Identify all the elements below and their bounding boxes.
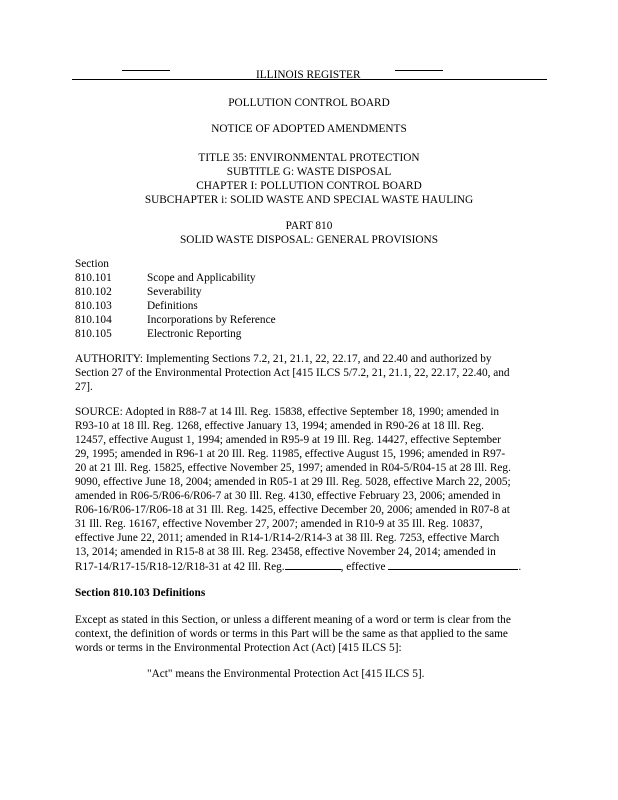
toc-item-title: Severability [147,286,202,298]
source-line: R06-16/R06-17/R06-18 at 31 Ill. Reg. 1425, effective December 20, 2006; amended in R07-8 at [75,504,510,516]
toc-item-number: 810.102 [75,286,112,298]
toc-label: Section [75,258,109,270]
header-page-blank [395,70,443,71]
source-line: 31 Ill. Reg. 16167, effective November 27, 2007; amended in R10-9 at 35 Ill. Reg. 10837, [75,518,483,530]
authority-line: AUTHORITY: Implementing Sections 7.2, 21, 21.1, 22, 22.17, and 22.40 and authorized by [75,353,492,365]
register-page-blank [285,559,341,570]
authority-line: Section 27 of the Environmental Protection Act [415 ILCS 5/7.2, 21, 21.1, 22, 22.17, 22.40, and [75,367,510,379]
source-last-line [75,559,521,574]
header-date-blank [122,70,170,71]
toc-item [75,327,241,341]
source-line: R93-10 at 18 Ill. Reg. 1268, effective January 13, 1994; amended in R90-26 at 18 Ill. Reg. [75,420,484,432]
toc-item-title: Scope and Applicability [147,272,256,284]
toc-item-title: Electronic Reporting [147,328,242,340]
header-rule [72,79,547,80]
section-intro-line: context, the definition of words or terms in this Part will be the same as that applied to the same [75,628,508,640]
part-name: SOLID WASTE DISPOSAL: GENERAL PROVISIONS [180,234,438,246]
source-line: 20 at 21 Ill. Reg. 15825, effective November 25, 1997; amended in R04-5/R04-15 at 28 Ill. Reg. [75,462,511,474]
title-heading: TITLE 35: ENVIRONMENTAL PROTECTION [198,152,420,164]
source-last-mid: , effective [340,561,386,573]
register-title: ILLINOIS REGISTER [256,69,361,81]
toc-item-title: Definitions [147,300,198,312]
section-intro-line: words or terms in the Environmental Protection Act (Act) [415 ILCS 5]: [75,642,402,654]
effective-date-blank [388,559,518,570]
authority-line: 27]. [75,381,93,393]
toc-item-title: Incorporations by Reference [147,314,276,326]
section-heading: Section 810.103 Definitions [75,587,206,599]
source-line: SOURCE: Adopted in R88-7 at 14 Ill. Reg. 15838, effective September 18, 1990; amended in [75,406,499,418]
source-line: 12457, effective August 1, 1994; amended in R95-9 at 19 Ill. Reg. 14427, effective September [75,434,501,446]
source-last-end: . [518,561,522,573]
agency-name: POLLUTION CONTROL BOARD [228,97,390,109]
toc-item-number: 810.105 [75,328,112,340]
part-number: PART 810 [285,220,333,232]
section-intro-line: Except as stated in this Section, or unless a different meaning of a word or term is clear from the [75,614,511,626]
source-line: 9090, effective June 18, 2004; amended in R05-1 at 29 Ill. Reg. 5028, effective March 22, 2005; [75,476,511,488]
source-line: amended in R06-5/R06-6/R06-7 at 30 Ill. Reg. 4130, effective February 23, 2006; amended in [75,490,501,502]
toc-item-number: 810.104 [75,314,112,326]
toc-item-number: 810.103 [75,300,112,312]
toc-item [75,285,202,299]
notice-title: NOTICE OF ADOPTED AMENDMENTS [211,123,407,135]
source-line: 29, 1995; amended in R96-1 at 20 Ill. Reg. 11985, effective August 15, 1996; amended in R97- [75,448,506,460]
subchapter-heading: SUBCHAPTER i: SOLID WASTE AND SPECIAL WASTE HAULING [144,194,474,206]
chapter-heading: CHAPTER I: POLLUTION CONTROL BOARD [196,180,422,192]
toc-item-number: 810.101 [75,272,112,284]
toc-item [75,271,256,285]
source-last-start: R17-14/R17-15/R18-12/R18-31 at 42 Ill. Reg. [75,561,285,573]
source-line: 13, 2014; amended in R15-8 at 38 Ill. Reg. 23458, effective November 24, 2014; amended in [75,546,496,558]
toc-item [75,299,198,313]
toc-item [75,313,276,327]
source-line: effective June 22, 2011; amended in R14-1/R14-2/R14-3 at 38 Ill. Reg. 7253, effective March [75,532,500,544]
definition-act: "Act" means the Environmental Protection Act [415 ILCS 5]. [147,668,425,680]
subtitle-heading: SUBTITLE G: WASTE DISPOSAL [226,166,392,178]
